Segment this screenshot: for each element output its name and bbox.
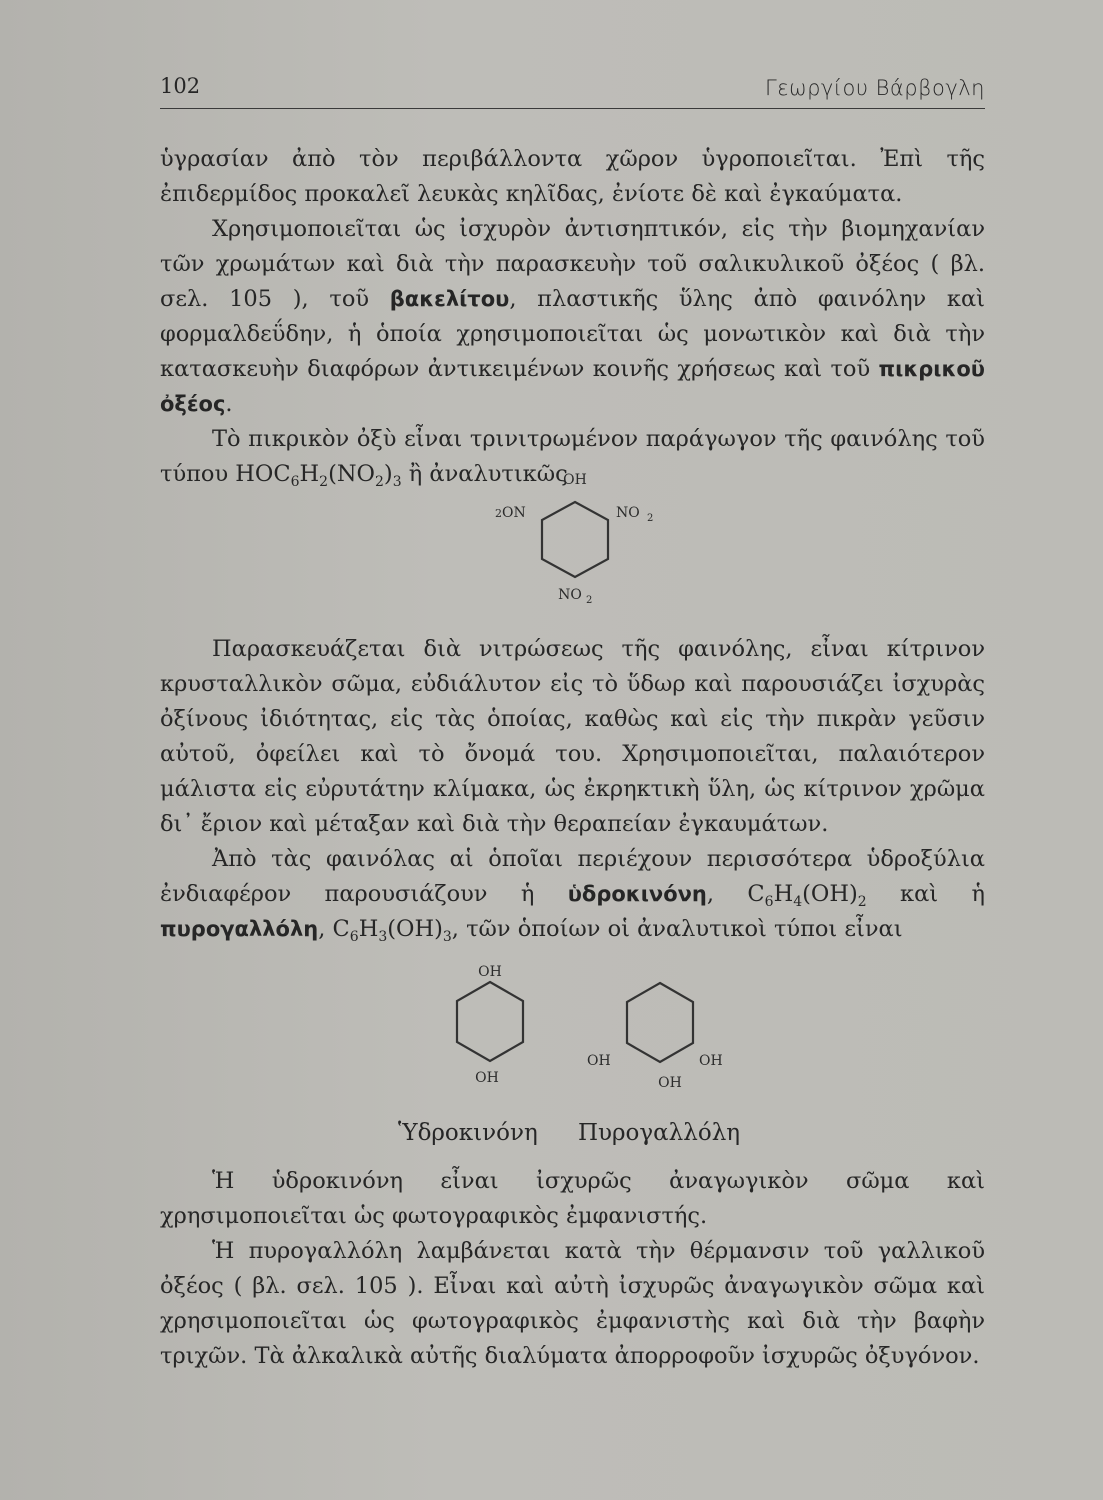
text-block-bottom xyxy=(160,1164,985,1374)
hydroquinone-structure xyxy=(425,958,555,1098)
text-block-middle xyxy=(160,632,985,947)
paragraph-2: Χρησιμοποιεῖται ὡς ἰσχυρὸν ἀντισηπτικόν, εἰς τὴν βιομηχανίαν τῶν χρωμάτων καὶ διὰ τὴν παρασκευὴν τοῦ σαλικυλικοῦ ὀξέος ( βλ. σελ. 105 ), τοῦ βακελίτου, πλαστικῆς ὕλης ἀπὸ φαινόλην καὶ φορμαλδεΰδην, ἡ ὁποία χρησιμοποιεῖται ὡς μονωτικὸν καὶ διὰ τὴν κατασκευὴν διαφόρων ἀντικειμένων κοινῆς χρήσεως καὶ τοῦ πικρικοῦ ὀξέος. xyxy=(160,216,986,417)
paragraph-3: Τὸ πικρικὸν ὀξὺ εἶναι τρινιτρωμένον παράγωγον τῆς φαινόλης τοῦ τύπου $HOC_6H_2(NO_2)_3$ ἢ ἀναλυτικῶς xyxy=(160,426,985,490)
picric-bottom-label: NO xyxy=(558,587,582,603)
page-header xyxy=(160,68,985,109)
pyrogallol-bottom-oh: OH xyxy=(658,1075,682,1091)
term-pyrogallol: πυρογαλλόλη xyxy=(160,917,319,941)
hydroquinone-top-oh: OH xyxy=(478,964,502,980)
term-bakelite: βακελίτου xyxy=(389,287,510,311)
page-number: 102 xyxy=(160,74,201,98)
running-head: Γεωργίου Βάρβογλη xyxy=(764,76,985,100)
picric-right-sub: 2 xyxy=(647,513,654,524)
picric-formula: $HOC_6H_2(NO_2)_3$ xyxy=(235,461,402,490)
picric-right-label: NO xyxy=(616,505,640,521)
picric-acid-structure xyxy=(480,462,680,612)
picric-left-label: ON xyxy=(502,505,526,521)
picric-left-prefix: 2 xyxy=(495,507,502,520)
paragraph-6: Ἡ ὑδροκινόνη εἶναι ἰσχυρῶς ἀναγωγικὸν σῶμα καὶ χρησιμοποιεῖται ὡς φωτογραφικὸς ἐμφανιστής. xyxy=(160,1168,985,1229)
hydroquinone-bottom-oh: OH xyxy=(475,1070,499,1086)
term-picric-acid: πικρικοῦ ὀξέος xyxy=(160,357,985,416)
pyrogallol-structure xyxy=(575,975,755,1100)
text-block-top xyxy=(160,142,985,492)
picric-oh-label: OH xyxy=(563,472,587,488)
paragraph-4: Παρασκευάζεται διὰ νιτρώσεως τῆς φαινόλης, εἶναι κίτρινον κρυσταλλικὸν σῶμα, εὐδιάλυτον εἰς τὸ ὕδωρ καὶ παρουσιάζει ἰσχυρὰς ὀξίνους ἰδιότητας, εἰς τὰς ὁποίας, καθὼς καὶ εἰς τὴν πικρὰν γεῦσιν αὐτοῦ, ὀφείλει καὶ τὸ ὄνομά του. Χρησιμοποιεῖται, παλαιότερον μάλιστα εἰς εὐρυτάτην κλίμακα, ὡς ἐκρηκτικὴ ὕλη, ὡς κίτρινον χρῶμα δι᾽ ἔριον καὶ μέταξαν καὶ διὰ τὴν θεραπείαν ἐγκαυμάτων. xyxy=(160,636,985,837)
pyrogallol-left-oh: OH xyxy=(587,1053,611,1069)
paragraph-5: Ἀπὸ τὰς φαινόλας αἱ ὁποῖαι περιέχουν περισσότερα ὑδροξύλια ἐνδιαφέρον παρουσιάζουν ἡ ὑδροκινόνη, $C_6H_4(OH)_2$ καὶ ἡ πυρογαλλόλη, $C_6H_3(OH)_3$, τῶν ὁποίων οἱ ἀναλυτικοὶ τύποι εἶναι xyxy=(160,846,985,945)
pyrogallol-right-oh: OH xyxy=(699,1053,723,1069)
term-hydroquinone: ὑδροκινόνη xyxy=(567,882,707,906)
pyrogallol-caption: Πυρογαλλόλη xyxy=(578,1120,741,1146)
picric-bottom-sub: 2 xyxy=(586,595,593,606)
paragraph-1: ὑγρασίαν ἀπὸ τὸν περιβάλλοντα χῶρον ὑγροποιεῖται. Ἐπὶ τῆς ἐπιδερμίδος προκαλεῖ λευκὰς κηλῖδας, ἐνίοτε δὲ καὶ ἐγκαύματα. xyxy=(160,146,985,207)
hydroquinone-caption: Ὑδροκινόνη xyxy=(398,1120,538,1146)
paragraph-7: Ἡ πυρογαλλόλη λαμβάνεται κατὰ τὴν θέρμανσιν τοῦ γαλλικοῦ ὀξέος ( βλ. σελ. 105 ). Εἶναι καὶ αὐτὴ ἰσχυρῶς ἀναγωγικὸν σῶμα καὶ χρησιμοποιεῖται ὡς φωτογραφικὸς ἐμφανιστὴς καὶ διὰ τὴν βαφὴν τριχῶν. Τὰ ἀλκαλικὰ αὐτῆς διαλύματα ἀπορροφοῦν ἰσχυρῶς ὀξυγόνον. xyxy=(160,1238,985,1369)
